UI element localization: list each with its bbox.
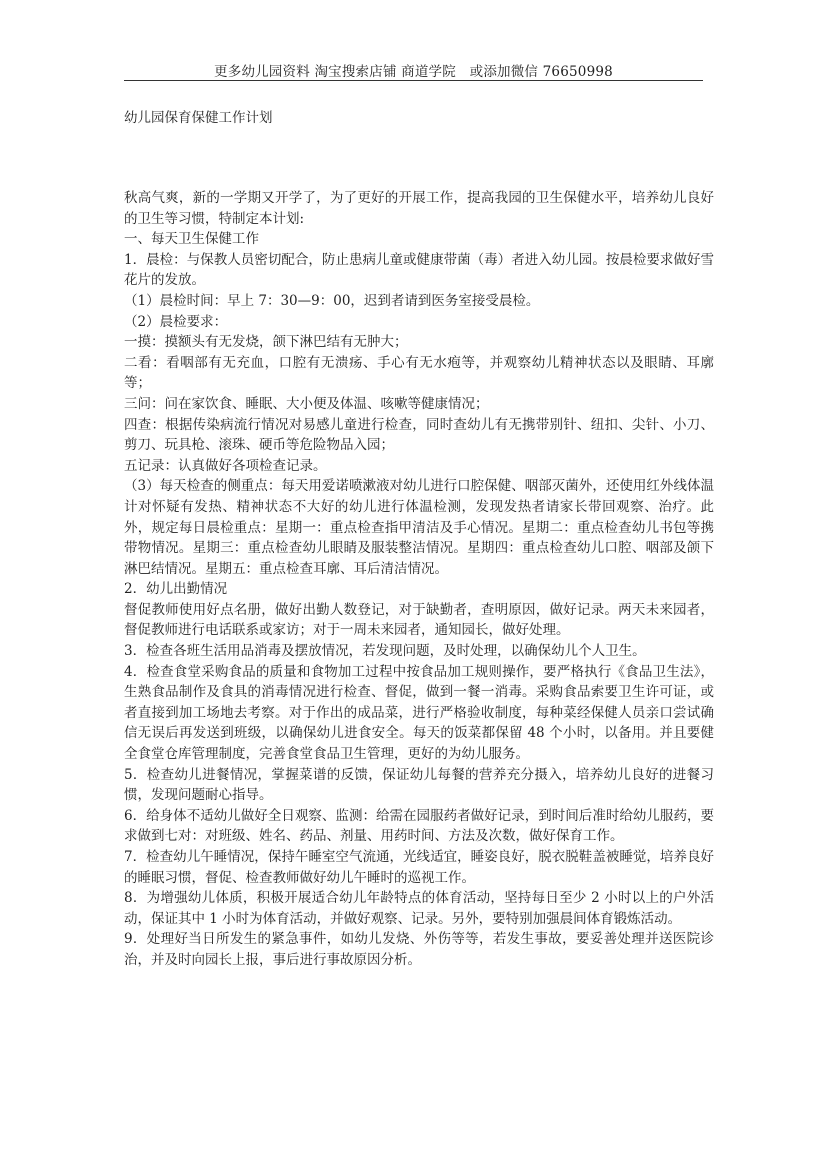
document-body	[124, 188, 714, 971]
document-title: 幼儿园保育保健工作计划	[124, 110, 273, 126]
paragraph: 1．晨检：与保教人员密切配合，防止患病儿童或健康带菌（毒）者进入幼儿园。按晨检要求做好雪花片的发放。	[124, 251, 714, 289]
paragraph: 3．检查各班生活用品消毒及摆放情况，若发现问题，及时处理，以确保幼儿个人卫生。	[124, 643, 646, 660]
paragraph: 督促教师使用好点名册，做好出勤人数登记，对于缺勤者，查明原因，做好记录。两天未来园者，督促教师进行电话联系或家访；对于一周未来园者，通知园长，做好处理。	[124, 601, 714, 639]
paragraph: 三问：问在家饮食、睡眠、大小便及体温、咳嗽等健康情况；	[124, 395, 489, 412]
paragraph: 4．检查食堂采购食品的质量和食物加工过程中按食品加工规则操作，要严格执行《食品卫生法》，生熟食品制作及食具的消毒情况进行检查、督促，做到一餐一消毒。采购食品索要卫生许可证，或者直接到加工场地去考察。对于作出的成品菜，进行严格验收制度，每种菜经保健人员亲口尝试确信无误后再发送到班级，以确保幼儿进食安全。每天的饭菜都保留 48 个小时，以备用。并且要健全食堂仓库管理制度，完善食堂食品卫生管理，更好的为幼儿服务。	[124, 663, 714, 763]
paragraph: 秋高气爽，新的一学期又开学了，为了更好的开展工作，提高我园的卫生保健水平，培养幼儿良好的卫生等习惯，特制定本计划:	[124, 190, 714, 227]
page-header: 更多幼儿园资料 淘宝搜索店铺 商道学院 或添加微信 76650998	[214, 64, 613, 80]
section-heading: 2．幼儿出勤情况	[124, 581, 228, 598]
paragraph: 6．给身体不适幼儿做好全日观察、监测：给需在园服药者做好记录，到时间后准时给幼儿服药，要求做到七对：对班级、姓名、药品、剂量、用药时间、方法及次数，做好保育工作。	[124, 807, 714, 845]
paragraph: 二看：看咽部有无充血，口腔有无溃疡、手心有无水疱等，并观察幼儿精神状态以及眼睛、耳廓等；	[124, 354, 714, 392]
paragraph: （2）晨检要求：	[124, 313, 228, 330]
paragraph: （1）晨检时间：早上 7：30—9：00，迟到者请到医务室接受晨检。	[124, 292, 540, 309]
paragraph: 7．检查幼儿午睡情况，保持午睡室空气流通，光线适宜，睡姿良好，脱衣脱鞋盖被睡觉，培养良好的睡眠习惯，督促、检查教师做好幼儿午睡时的巡视工作。	[124, 849, 714, 886]
paragraph: 5．检查幼儿进餐情况，掌握菜谱的反馈，保证幼儿每餐的营养充分摄入，培养幼儿良好的进餐习惯，发现问题耐心指导。	[124, 766, 714, 804]
section-heading: 一、每天卫生保健工作	[124, 231, 259, 248]
paragraph: （3）每天检查的侧重点：每天用爱诺喷漱液对幼儿进行口腔保健、咽部灭菌外，还使用红外线体温计对怀疑有发热、精神状态不大好的幼儿进行体温检测，发现发热者请家长带回观察、治疗。此外，规定每日晨检重点：星期一：重点检查指甲清洁及手心情况。星期二：重点检查幼儿书包等携带物情况。星期三：重点检查幼儿眼睛及服装整洁情况。星期四：重点检查幼儿口腔、咽部及颌下淋巴结情况。星期五：重点检查耳廓、耳后清洁情况。	[124, 478, 714, 577]
paragraph: 9．处理好当日所发生的紧急事件，如幼儿发烧、外伤等等，若发生事故，要妥善处理并送医院诊治，并及时向园长上报，事后进行事故原因分析。	[124, 931, 714, 968]
paragraph: 8．为增强幼儿体质，积极开展适合幼儿年龄特点的体育活动，坚持每日至少 2 小时以上的户外活动，保证其中 1 小时为体育活动，并做好观察、记录。另外，要特别加强晨间体育锻炼活动。	[124, 890, 714, 927]
paragraph: 一摸：摸额头有无发烧，颌下淋巴结有无肿大；	[124, 334, 408, 351]
paragraph: 四查：根据传染病流行情况对易感儿童进行检查，同时查幼儿有无携带别针、纽扣、尖针、小刀、剪刀、玩具枪、滚珠、硬币等危险物品入园；	[124, 416, 714, 454]
header-divider	[124, 80, 703, 81]
paragraph: 五记录：认真做好各项检查记录。	[124, 457, 327, 474]
